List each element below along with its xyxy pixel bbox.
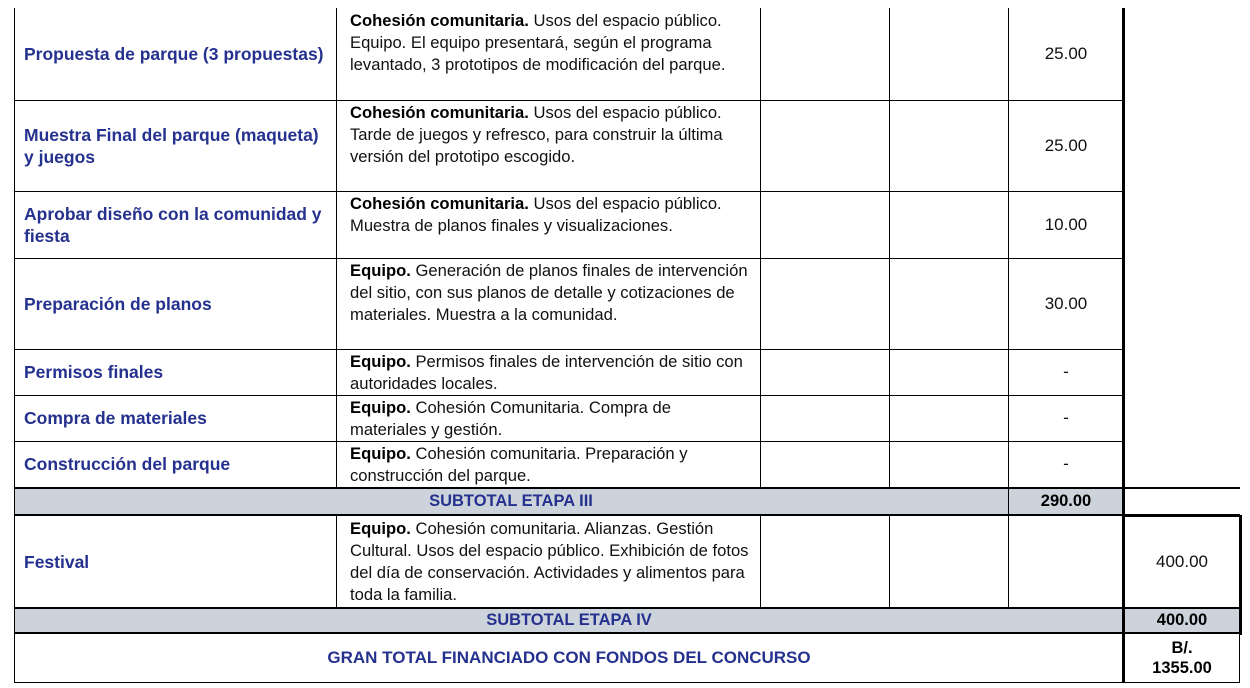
row-divider (14, 607, 1240, 609)
activity-cell: Compra de materiales (24, 408, 207, 428)
description-cell: Equipo. Cohesión comunitaria. Preparación y construcción del parque. (350, 444, 688, 485)
activity-cell: Festival (24, 552, 90, 572)
description-cell: Equipo. Cohesión comunitaria. Alianzas. Gestión Cultural. Usos del espacio público. Exhibición de fotos del día de conservación. Actividades y alimentos para toda la familia. (350, 519, 749, 604)
budget-table (14, 8, 1240, 683)
row-divider (14, 682, 1240, 683)
column-divider (1239, 515, 1242, 635)
amount-cell: 30.00 (1044, 293, 1088, 313)
amount-cell: 10.00 (1044, 214, 1088, 234)
row-divider (14, 191, 1124, 192)
row-divider (14, 100, 1124, 101)
description-cell: Equipo. Cohesión Comunitaria. Compra de materiales y gestión. (350, 398, 671, 439)
column-divider (1122, 8, 1125, 683)
column-divider (889, 8, 890, 488)
amount-cell: - (1063, 454, 1069, 473)
column-divider (1008, 515, 1009, 608)
amount-cell: 25.00 (1044, 44, 1088, 63)
amount-cell: 400.00 (1156, 552, 1208, 571)
row-divider (14, 441, 1124, 442)
column-divider (1008, 8, 1009, 515)
activity-cell: Construcción del parque (24, 454, 231, 474)
row-divider (14, 632, 1240, 634)
description-cell: Equipo. Generación de planos finales de intervención del sitio, con sus planos de detalle y cotizaciones de materiales. Muestra a la comunidad. (350, 261, 748, 324)
row-divider (1124, 514, 1240, 517)
subtotal-iv-value: 400.00 (1156, 611, 1208, 629)
column-divider (889, 515, 890, 608)
column-divider (14, 8, 15, 683)
description-cell: Cohesión comunitaria. Usos del espacio público. Muestra de planos finales y visualizaciones. (350, 194, 722, 235)
subtotal-iv-label: SUBTOTAL ETAPA IV (486, 611, 652, 629)
column-divider (760, 515, 761, 608)
description-cell: Cohesión comunitaria. Usos del espacio público. Equipo. El equipo presentará, según el programa levantado, 3 prototipos de modificación del parque. (350, 11, 726, 74)
row-divider (14, 487, 1240, 489)
amount-cell: 25.00 (1044, 135, 1088, 155)
amount-cell: - (1063, 408, 1069, 427)
row-divider (14, 395, 1124, 396)
row-divider (14, 258, 1124, 259)
subtotal-iii-value: 290.00 (1040, 491, 1092, 510)
column-divider (760, 8, 761, 488)
column-divider (336, 8, 337, 488)
activity-cell: Muestra Final del parque (maqueta) y juegos (24, 124, 319, 167)
activity-cell: Permisos finales (24, 362, 164, 382)
subtotal-iii-label: SUBTOTAL ETAPA III (429, 491, 593, 510)
row-divider (14, 514, 1124, 516)
description-cell: Cohesión comunitaria. Usos del espacio público. Tarde de juegos y refresco, para construir la última versión del prototipo escogido. (350, 103, 723, 166)
amount-cell: - (1063, 362, 1069, 381)
grand-total-value: B/. 1355.00 (1152, 639, 1212, 677)
column-divider (336, 515, 337, 608)
activity-cell: Preparación de planos (24, 293, 212, 314)
description-cell: Equipo. Permisos finales de intervención de sitio con autoridades locales. (350, 352, 743, 393)
row-divider (14, 349, 1124, 350)
column-divider (1239, 633, 1240, 683)
activity-cell: Propuesta de parque (3 propuestas) (24, 44, 324, 64)
activity-cell: Aprobar diseño con la comunidad y fiesta (24, 203, 322, 246)
grand-total-label: GRAN TOTAL FINANCIADO CON FONDOS DEL CONCURSO (327, 648, 811, 667)
